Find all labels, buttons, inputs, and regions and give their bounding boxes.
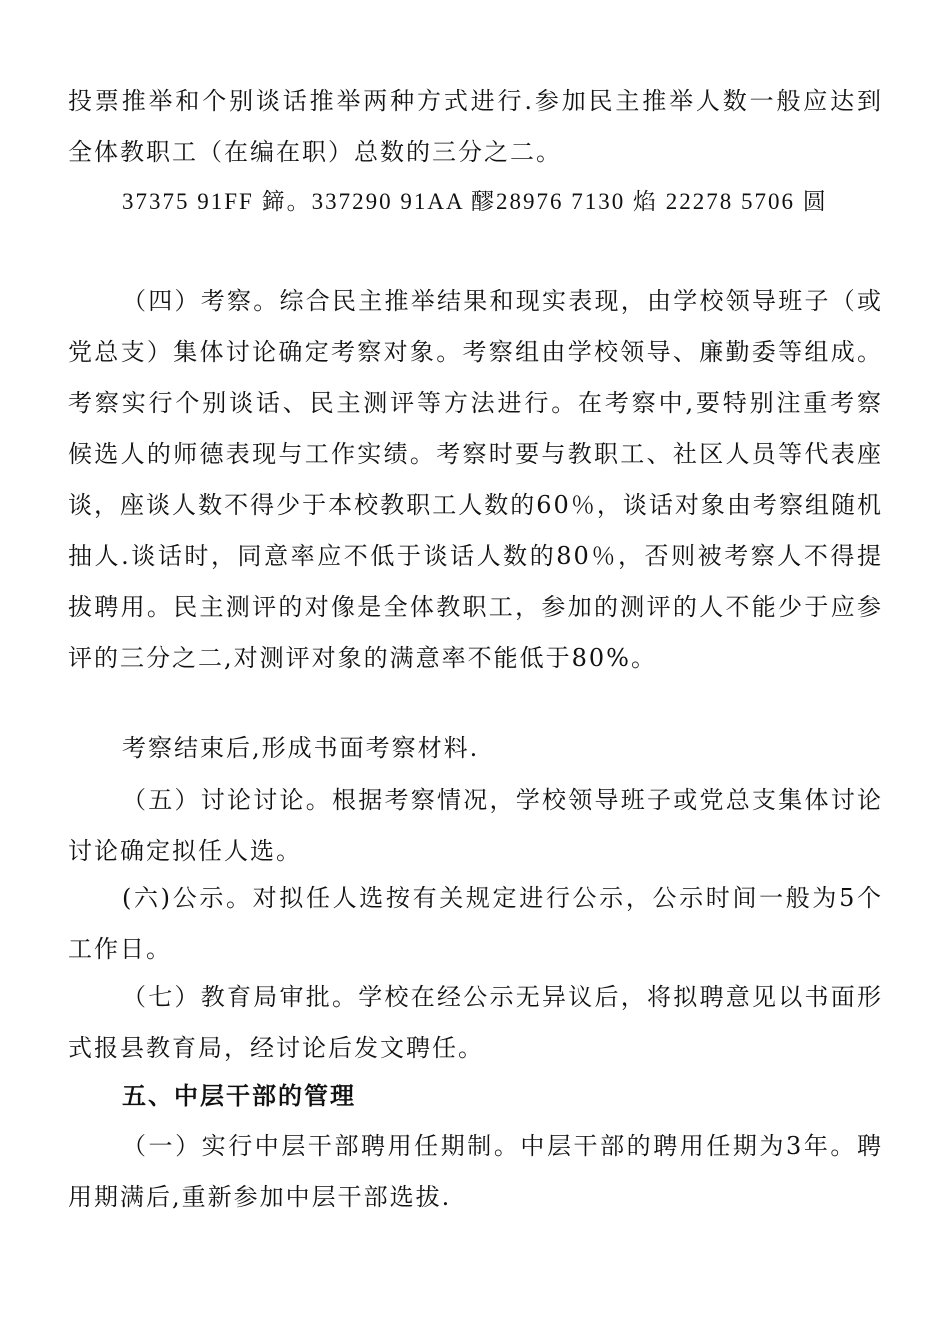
paragraph-section-4-inspection: （四）考察。综合民主推举结果和现实表现，由学校领导班子（或党总支）集体讨论确定考察对象。考察组由学校领导、廉勤委等组成。考察实行个别谈话、民主测评等方法进行。在考察中,要特别注重考察候选人的师德表现与工作实绩。考察时要与教职工、社区人员等代表座谈，座谈人数不得少于本校教职工人数的60％，谈话对象由考察组随机抽人.谈话时，同意率应不低于谈话人数的80％，否则被考察人不得提拔聘用。民主测评的对像是全体教职工，参加的测评的人不能少于应参评的三分之二,对测评对象的满意率不能低于80%。 [68,287,883,672]
paragraph-section-6-publicity: (六)公示。对拟任人选按有关规定进行公示，公示时间一般为5个工作日。 [68,884,883,963]
paragraph-inspection-conclusion: 考察结束后,形成书面考察材料. [122,734,480,762]
paragraph-term-system: （一）实行中层干部聘用任期制。中层干部的聘用任期为3年。聘用期满后,重新参加中层干部选拔. [68,1132,883,1211]
paragraph-section-5-discussion: （五）讨论讨论。根据考察情况，学校领导班子或党总支集体讨论讨论确定拟任人选。 [68,786,883,865]
paragraph-election-method: 投票推举和个别谈话推举两种方式进行.参加民主推举人数一般应达到全体教职工（在编在职）总数的三分之二。 [68,87,883,166]
paragraph-garbled-codes: 37375 91FF 鍗。337290 91AA 醪28976 7130 焰 22278 5706 圆 [122,189,828,214]
section-heading-middle-management: 五、中层干部的管理 [122,1082,356,1110]
paragraph-section-7-approval: （七）教育局审批。学校在经公示无异议后，将拟聘意见以书面形式报县教育局，经讨论后发文聘任。 [68,983,883,1062]
